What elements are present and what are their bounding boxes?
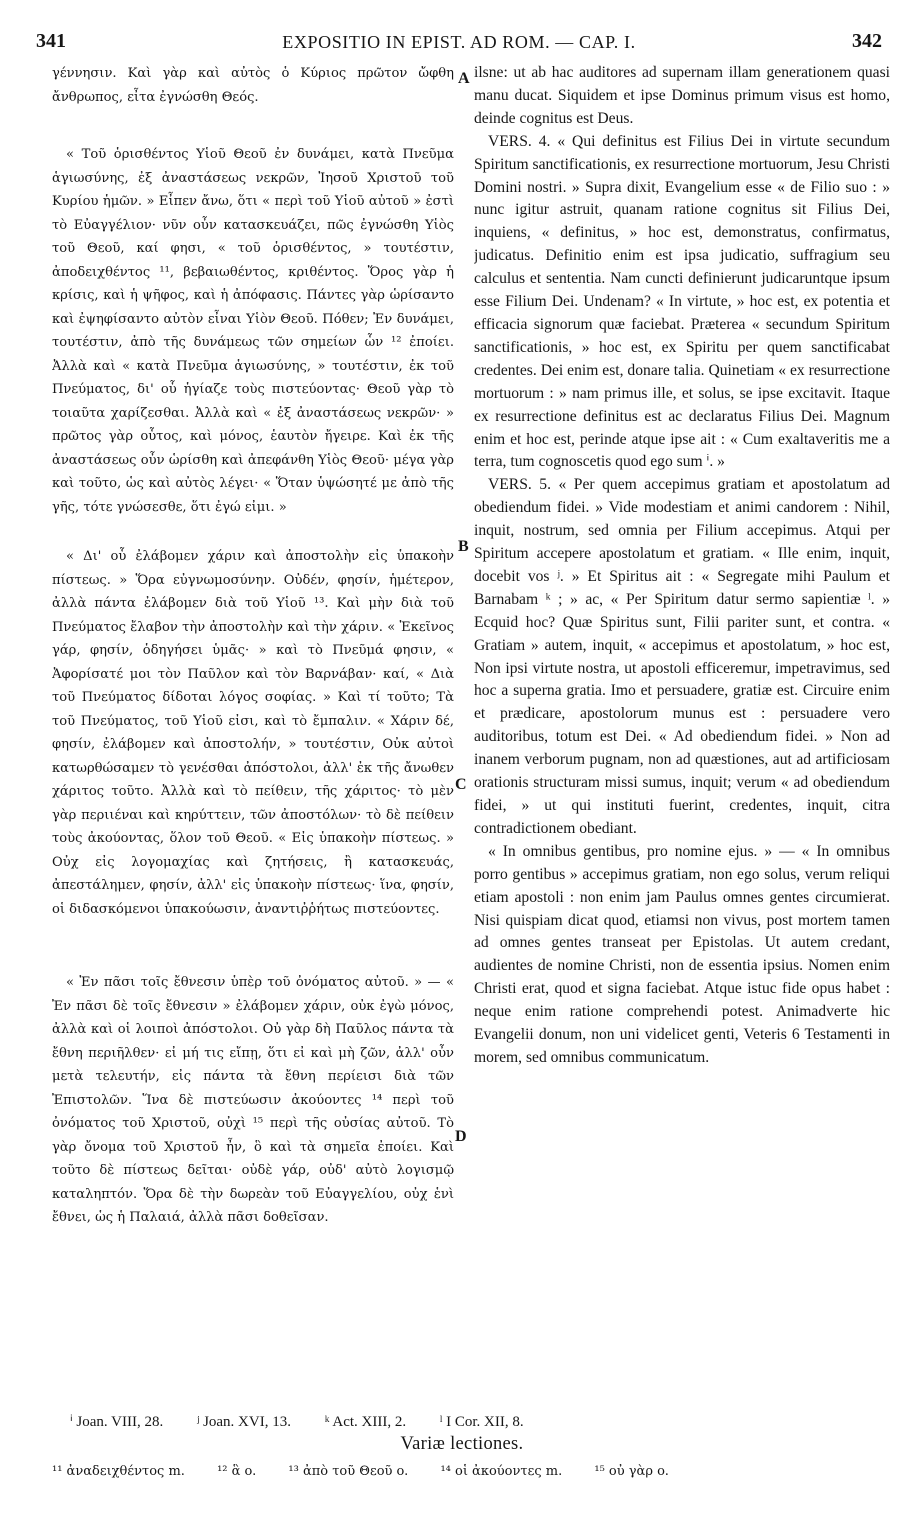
latin-paragraph-3: VERS. 5. « Per quem accepimus gratiam et apostolatum ad obediendum fidei. » Vide modestiam et animi candorem : Nihil, inquit, nostrum, sed omnia per Filium accepimus. Atqui per Spiritum accepere apostolatum et gratiam. « Ille enim, inquit, docebit vos ʲ. » Et Spiritus ait : « Segregate mihi Paulum et Barnabam ᵏ ; » ac, « Per Spiritum datur sermo sapientiæ ˡ. » Ecquid hoc? Quæ Spiritus sunt, Filii pariter sunt, et contra. « Gratiam » autem, inquit, « accepimus et apostolatum, » hoc est, Non ipsi virtute nostra, ut apostoli efficeremur, impetravimus, sed hoc a superna gratia. Imo et persuadere, gratiæ est. Circuire enim et prædicare, apostolorum munus est : persuadere vero auditoribus, totum est Dei. « Ad obediendum fidei. » Non ad inanem verborum pugnam, non ad quæstiones, aut ad artificiosam orationis structuram missi sumus, inquit; verum « ad obediendum fidei, » ut qui instituti fuerint, credentes, inquit, citra contradictionem obediant. — [474, 476, 890, 837]
page-number-right: 342 — [852, 30, 882, 52]
variant-13: ¹³ ἀπὸ τοῦ Θεοῦ o. — [288, 1464, 409, 1479]
latin-paragraph-1: ilsne: ut ab hac auditores ad supernam illam generationem quasi manu ducat. Siquidem et ipse Dominus primum visus est homo, deinde cognitus est Deus. — [474, 64, 890, 127]
footnotes — [70, 1412, 890, 1431]
margin-letter-a: A — [458, 70, 470, 87]
variant-11: ¹¹ ἀναδειχθέντος m. — [52, 1464, 185, 1479]
running-header — [36, 30, 882, 60]
greek-paragraph-1: γέννησιν. Καὶ γὰρ καὶ αὐτὸς ὁ Κύριος πρῶτον ὤφθη ἄνθρωπος, εἶτα ἐγνώσθη Θεός. — [52, 66, 454, 105]
latin-paragraph-4: « In omnibus gentibus, pro nomine ejus. » — « In omnibus porro gentibus » accepimus gratiam, non ego solus, verum reliqui etiam apostoli : non enim jam Paulus omnes gentes circumierat. Nisi quispiam dicat quod, etiamsi non vivus, post mortem tamen ad omnes gentes transeat per Epistolas. Ut autem credant, audientes de nomine Christi, non de essentia ipsius. Nomen enim Christi erat, quod et signa faciebat. Atque istuc fide opus habet : neque enim ratione comprehendi potest. Animadverte hic Evangelii donum, non uni videlicet genti, Veteris 6 Testamenti in morem, sed omnibus communicatum. — [474, 842, 890, 1066]
latin-paragraph-2: VERS. 4. « Qui definitus est Filius Dei in virtute secundum Spiritum sanctificationis, ex resurrectione mortuorum, Jesu Christi Domini nostri. » Supra dixit, Evangelium esse « de Filio suo : » nunc igitur astruit, quanam ratione cognitus sit Filius Dei, inquiens, « definitus, » hoc est, demonstratus, confirmatus, judicatus. Definitio enim est ipsa judicatio, suffragium seu calculus et sententia. Nam cuncti definierunt judicaruntque ipsum esse Filium Dei. Undenam? « In virtute, » hoc est, ex potentia et efficacia signorum quæ faciebat. Præterea « secundum Spiritum sanctificationis, » hoc est, ex Spiritu per quem sanctificabat credentes. Dei enim est, donare talia. Quinetiam « ex resurrectione mortuorum : » nam primus ille, et solus, se ipse excitavit. Itaque ex resurrectione definitus est ac declaratus Filius Dei. Magnum enim et hoc est, perinde atque ipse ait : « Cum exaltaveritis me a terra, tum cognoscetis quod ego sum ⁱ. » — [474, 132, 890, 471]
margin-letter-c: C — [455, 776, 467, 793]
greek-column — [52, 62, 454, 1407]
footnote-k: ᵏ Act. XIII, 2. — [324, 1414, 407, 1430]
footnote-i: ⁱ Joan. VIII, 28. — [70, 1414, 164, 1430]
greek-paragraph-3: « Δι' οὗ ἐλάβομεν χάριν καὶ ἀποστολὴν εἰς ὑπακοὴν πίστεως. » Ὅρα εὐγνωμοσύνην. Οὐδέν, φησίν, ἡμέτερον, ἀλλὰ πάντα ἐλάβομεν διὰ τοῦ Υἱοῦ ¹³. Καὶ μὴν διὰ τοῦ Πνεύματος ἔλαβον τὴν ἀποστολὴν καὶ τὴν χάριν. « Ἐκεῖνος γάρ, φησίν, ὁδηγήσει ὑμᾶς· » καὶ τὸ Πνεῦμά φησιν, « Ἀφορίσατέ μοι τὸν Παῦλον καὶ τὸν Βαρνάβαν· καί, « Διὰ τοῦ Πνεύματος δίδοται λόγος σοφίας. » Καὶ τί τοῦτο; Τὰ τοῦ Πνεύματος, τοῦ Υἱοῦ εἰσι, καὶ τὸ ἔμπαλιν. « Χάριν δέ, φησίν, ἐλάβομεν καὶ ἀποστολήν, » τουτέστιν, Οὐκ αὐτοὶ κατωρθώσαμεν τὸ γενέσθαι ἀπόστολοι, ἀλλ' ἐκ τῆς ἄνωθεν χάριτος τοῦτο. Ἀλλὰ καὶ τὸ πείθειν, τῆς χάριτος· τὸ μὲν γὰρ περιιέναι καὶ κηρύττειν, τῶν ἀποστόλων· τὸ δὲ πείθειν τοὺς ἀκούοντας, ὅλον τοῦ Θεοῦ. « Εἰς ὑπακοὴν πίστεως. » Οὐχ εἰς λογομαχίας καὶ ζητήσεις, ἢ κατασκευάς, ἀπεστάλημεν, φησίν, ἀλλ' εἰς ὑπακοὴν πίστεως· ἵνα, φησίν, οἱ διδασκόμενοι ὑπακούωσιν, ἀναντιῤῥήτως πιστεύοντες. — [52, 549, 454, 917]
variant-14: ¹⁴ οἱ ἀκούοντες m. — [440, 1464, 563, 1479]
running-title: EXPOSITIO IN EPIST. AD ROM. — CAP. I. — [282, 32, 636, 52]
page-number-left: 341 — [36, 30, 66, 52]
margin-letter-d: D — [455, 1128, 467, 1145]
greek-paragraph-2: « Τοῦ ὁρισθέντος Υἱοῦ Θεοῦ ἐν δυνάμει, κατὰ Πνεῦμα ἁγιωσύνης, ἐξ ἀναστάσεως νεκρῶν, Ἰησοῦ Χριστοῦ τοῦ Κυρίου ἡμῶν. » Εἶπεν ἄνω, ὅτι « περὶ τοῦ Υἱοῦ αὐτοῦ » ἐστὶ τὸ Εὐαγγέλιον· νῦν οὖν κατασκευάζει, πῶς ἐγνώσθη Υἱὸς τοῦ Θεοῦ, καί φησι, « τοῦ ὁρισθέντος, » τουτέστιν, ἀποδειχθέντος ¹¹, βεβαιωθέντος, κριθέντος. Ὅρος γὰρ ἡ κρίσις, καὶ ἡ ψῆφος, καὶ ἡ ἀπόφασις. Πάντες γὰρ ὡρίσαντο καὶ ἐψηφίσαντο αὐτὸν εἶναι Υἱὸν Θεοῦ. Πόθεν; Ἐν δυνάμει, τουτέστιν, ἀπὸ τῆς δυνάμεως τῶν σημείων ὧν ¹² ἐποίει. Ἀλλὰ καὶ « κατὰ Πνεῦμα ἁγιωσύνης, » τουτέστιν, ἐκ τοῦ Πνεύματος, δι' οὗ ἡγίαζε τοὺς πιστεύοντας· Θεοῦ γὰρ τὸ τοιαῦτα χαρίζεσθαι. Ἀλλὰ καὶ « ἐξ ἀναστάσεως νεκρῶν· » πρῶτος γὰρ οὗτος, καὶ μόνος, ἑαυτὸν ἤγειρε. Καὶ ἐκ τῆς ἀναστάσεως οὖν ὡρίσθη καὶ ἀπεφάνθη Υἱὸς Θεοῦ· μέγα γὰρ καὶ τοῦτο, ὡς καὶ αὐτὸς λέγει· « Ὅταν ὑψώσητέ με ἀπὸ τῆς γῆς, τότε γνώσεσθε, ὅτι ἐγώ εἰμι. » — [52, 147, 454, 515]
footnote-l: ˡ I Cor. XII, 8. — [439, 1414, 524, 1430]
variant-readings — [52, 1464, 892, 1479]
variant-15: ¹⁵ οὐ γὰρ o. — [594, 1464, 669, 1479]
latin-column — [474, 62, 890, 1407]
variae-lectiones-heading: Variæ lectiones. — [400, 1434, 524, 1454]
margin-letter-b: B — [458, 538, 469, 555]
footnote-j: ʲ Joan. XVI, 13. — [196, 1414, 291, 1430]
variant-12: ¹² ἃ o. — [217, 1464, 257, 1479]
greek-paragraph-4: « Ἐν πᾶσι τοῖς ἔθνεσιν ὑπὲρ τοῦ ὀνόματος αὐτοῦ. » — « Ἐν πᾶσι δὲ τοῖς ἔθνεσιν » ἐλάβομεν χάριν, οὐκ ἐγὼ μόνος, ἀλλὰ καὶ οἱ λοιποὶ ἀπόστολοι. Οὐ γὰρ δὴ Παῦλος πάντα τὰ ἔθνη περιῆλθεν· εἰ μή τις εἴπῃ, ὅτι εἰ καὶ μὴ ζῶν, ἀλλ' οὖν μετὰ τελευτήν, εἰς πάντα τὰ ἔθνη περίεισι διὰ τῶν Ἐπιστολῶν. Ἵνα δὲ πιστεύωσιν ἀκούοντες ¹⁴ περὶ τοῦ ὀνόματος τοῦ Χριστοῦ, οὐχὶ ¹⁵ περὶ τῆς οὐσίας αὐτοῦ. Τὸ γὰρ ὄνομα τοῦ Χριστοῦ ἦν, ὃ καὶ τὰ σημεῖα ἐποίει. Καὶ τοῦτο δὲ πίστεως δεῖται· οὐδὲ γάρ, οὐδ' αὐτὸ λογισμῷ καταληπτόν. Ὅρα δὲ τὴν δωρεὰν τοῦ Εὐαγγελίου, οὐχ ἑνὶ ἔθνει, ὡς ἡ Παλαιά, ἀλλὰ πᾶσι δοθεῖσαν. — [52, 975, 454, 1225]
